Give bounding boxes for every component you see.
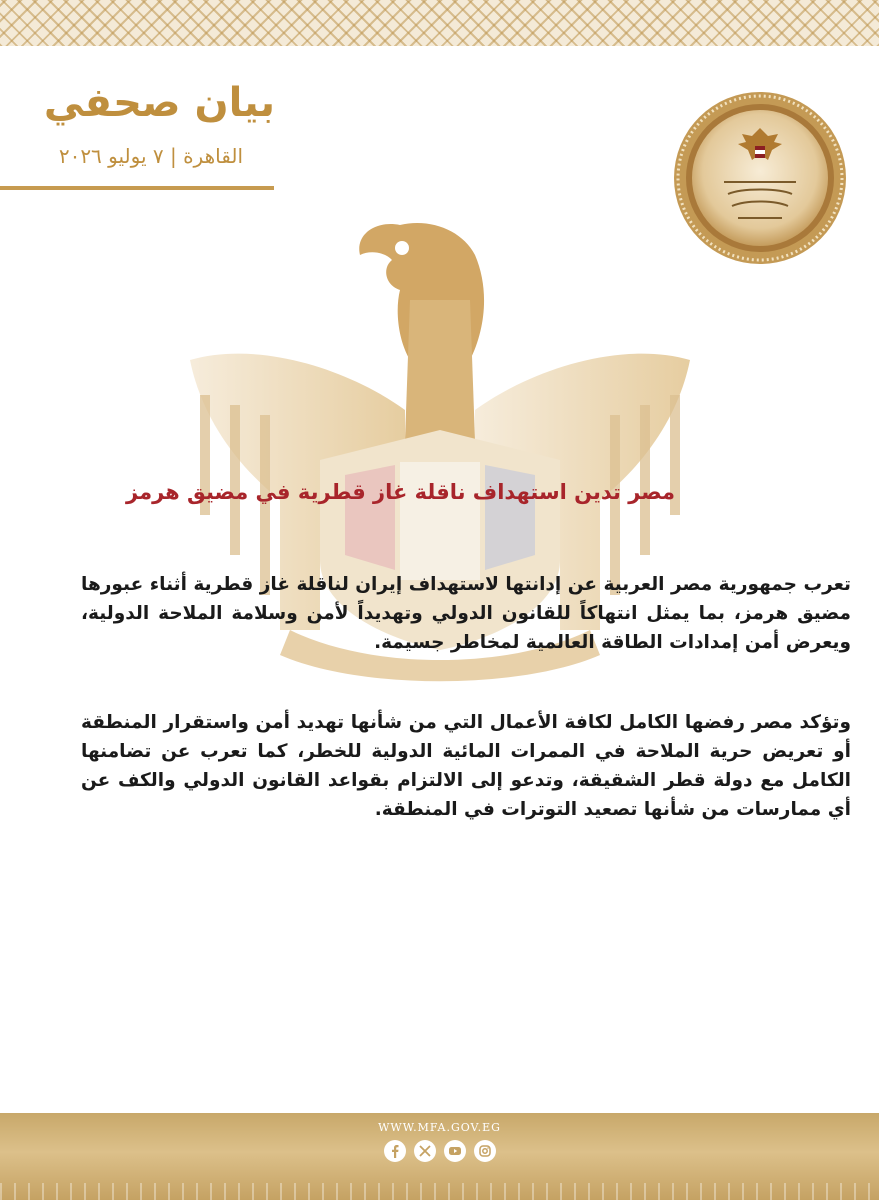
instagram-icon[interactable]	[474, 1140, 496, 1162]
date-line: القاهرة | ٧ يوليو ٢٠٢٦	[58, 144, 243, 168]
footer-ornament	[0, 1183, 879, 1200]
body-paragraph: وتؤكد مصر رفضها الكامل لكافة الأعمال التي من شأنها تهديد أمن واستقرار المنطقة أو تعريض حرية الملاحة في الممرات المائية الدولية للخطر، كما تعرب عن تضامنها الكامل مع دولة قطر الشقيقة، وتدعو إلى الالتزام بقواعد القانون الدولي والكف عن أي ممارسات من شأنها تصعيد التوترات في المنطقة.	[81, 712, 851, 820]
header-divider	[0, 186, 274, 190]
x-icon[interactable]	[414, 1140, 436, 1162]
top-ornamental-border	[0, 0, 879, 46]
footer-bar	[0, 1113, 879, 1200]
youtube-icon[interactable]	[444, 1140, 466, 1162]
headline: مصر تدين استهداف ناقلة غاز قطرية في مضيق هرمز	[126, 480, 675, 504]
facebook-icon[interactable]	[384, 1140, 406, 1162]
social-links	[0, 1140, 879, 1162]
page-title: بيان صحفي	[43, 80, 275, 126]
website-link[interactable]: WWW.MFA.GOV.EG	[378, 1121, 501, 1134]
body-paragraph: تعرب جمهورية مصر العربية عن إدانتها لاستهداف إيران لناقلة غاز قطرية أثناء عبورها مضيق هرمز، بما يمثل انتهاكاً للقانون الدولي وتهديداً لأمن وسلامة الملاحة الدولية، ويعرض أمن إمدادات الطاقة العالمية لمخاطر جسيمة.	[81, 574, 851, 653]
